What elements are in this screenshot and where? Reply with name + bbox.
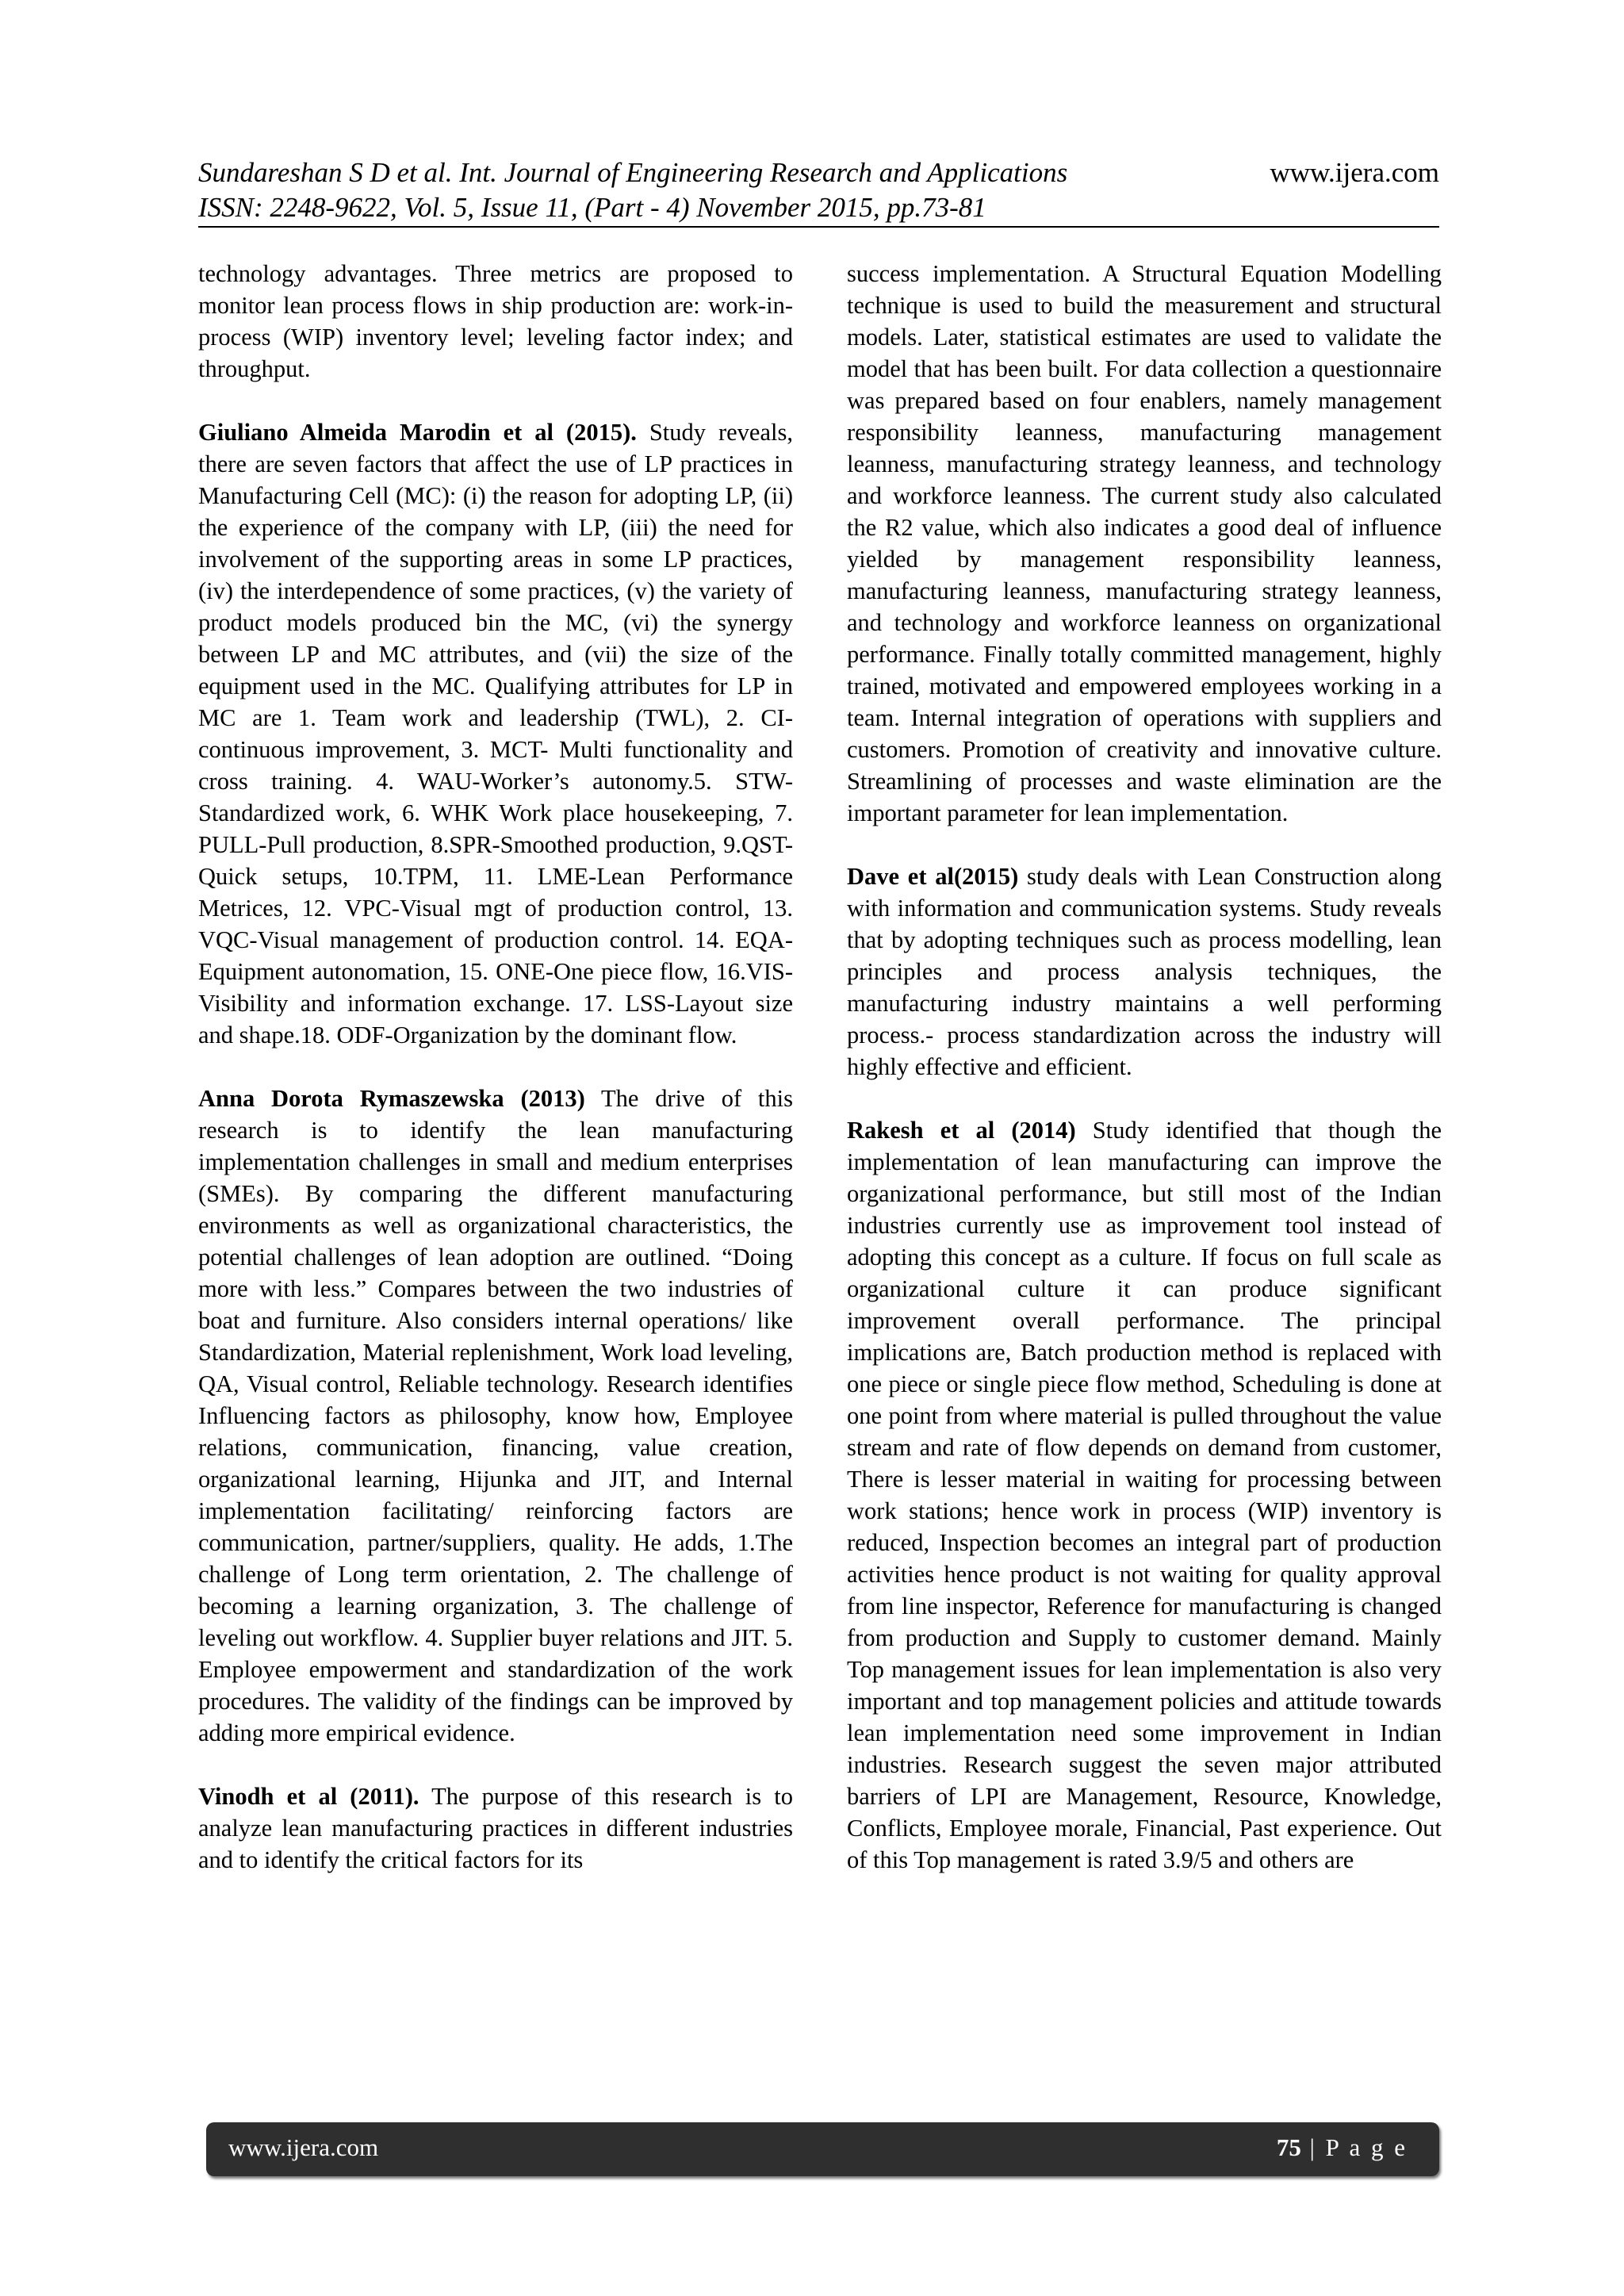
left-column bbox=[198, 258, 793, 1876]
header-website[interactable]: www.ijera.com bbox=[1270, 157, 1439, 188]
author-citation: Vinodh et al (2011). bbox=[198, 1783, 419, 1810]
paragraph: technology advantages. Three metrics are proposed to monitor lean process flows in ship production are: work-in-process (WIP) inventory level; leveling factor index; and throughput. bbox=[198, 260, 793, 382]
paragraph: Giuliano Almeida Marodin et al (2015). Study reveals, there are seven factors that affect the use of LP practices in Manufacturing Cell (MC): (i) the reason for adopting LP, (ii) the experience of the company with LP, (iii) the need for involvement of the supporting areas in some LP practices, (iv) the interdependence of some practices, (v) the variety of product models produced bin the MC, (vi) the synergy between LP and MC attributes, and (vii) the size of the equipment used in the MC. Qualifying attributes for LP in MC are 1. Team work and leadership (TWL), 2. CI-continuous improvement, 3. MCT- Multi functionality and cross training. 4. WAU-Worker’s autonomy.5. STW-Standardized work, 6. WHK Work place housekeeping, 7. PULL-Pull production, 8.SPR-Smoothed production, 9.QST-Quick setups, 10.TPM, 11. LME-Lean Performance Metrices, 12. VPC-Visual mgt of production control, 13. VQC-Visual management of production control. 14. EQA- Equipment autonomation, 15. ONE-One piece flow, 16.VIS-Visibility and information exchange. 17. LSS-Layout size and shape.18. ODF-Organization by the dominant flow. bbox=[198, 419, 793, 1048]
author-citation: Anna Dorota Rymaszewska (2013) bbox=[198, 1085, 585, 1112]
issue-info: ISSN: 2248-9622, Vol. 5, Issue 11, (Part - 4) November 2015, pp.73-81 bbox=[198, 192, 986, 223]
paragraph: Vinodh et al (2011). The purpose of this research is to analyze lean manufacturing practices in different industries and to identify the critical factors for its bbox=[198, 1783, 793, 1873]
paragraph: success implementation. A Structural Equation Modelling technique is used to build the measurement and structural models. Later, statistical estimates are used to validate the model that has been built. For data collection a questionnaire was prepared based on four enablers, namely management responsibility leanness, manufacturing management leanness, manufacturing strategy leanness, and technology and workforce leanness. The current study also calculated the R2 value, which also indicates a good deal of influence yielded by management responsibility leanness, manufacturing leanness, manufacturing strategy leanness, and technology and workforce leanness on organizational performance. Finally totally committed management, highly trained, motivated and empowered employees working in a team. Internal integration of operations with suppliers and customers. Promotion of creativity and innovative culture. Streamlining of processes and waste elimination are the important parameter for lean implementation. bbox=[847, 260, 1442, 826]
header-divider bbox=[198, 226, 1439, 228]
page-footer bbox=[206, 2122, 1439, 2176]
paragraph: Dave et al(2015) study deals with Lean Construction along with information and communication systems. Study reveals that by adopting techniques such as process modelling, lean principles and process analysis techniques, the manufacturing industry maintains a well performing process.- process standardization across the industry will highly effective and efficient. bbox=[847, 863, 1442, 1080]
author-citation: Dave et al(2015) bbox=[847, 863, 1019, 890]
author-citation: Rakesh et al (2014) bbox=[847, 1117, 1076, 1144]
journal-citation: Sundareshan S D et al. Int. Journal of Engineering Research and Applications bbox=[198, 157, 1068, 188]
paragraph: Rakesh et al (2014) Study identified that though the implementation of lean manufacturing can improve the organizational performance, but still most of the Indian industries currently use as improvement tool instead of adopting this concept as a culture. If focus on full scale as organizational culture it can produce significant improvement overall performance. The principal implications are, Batch production method is replaced with one piece or single piece flow method, Scheduling is done at one point from where material is pulled throughout the value stream and rate of flow depends on demand from customer, There is lesser material in waiting for processing between work stations; hence work in process (WIP) inventory is reduced, Inspection becomes an integral part of production activities hence product is not waiting for quality approval from line inspector, Reference for manufacturing is changed from production and Supply to customer demand. Mainly Top management issues for lean implementation is also very important and top management policies and attitude towards lean implementation need some improvement in Indian industries. Research suggest the seven major attributed barriers of LPI are Management, Resource, Knowledge, Conflicts, Employee morale, Financial, Past experience. Out of this Top management is rated 3.9/5 and others are bbox=[847, 1117, 1442, 1873]
author-citation: Giuliano Almeida Marodin et al (2015). bbox=[198, 419, 637, 446]
paragraph: Anna Dorota Rymaszewska (2013) The drive of this research is to identify the lean manufacturing implementation challenges in small and medium enterprises (SMEs). By comparing the different manufacturing environments as well as organizational characteristics, the potential challenges of lean adoption are outlined. “Doing more with less.” Compares between the two industries of boat and furniture. Also considers internal operations/ like Standardization, Material replenishment, Work load leveling, QA, Visual control, Reliable technology. Research identifies Influencing factors as philosophy, know how, Employee relations, communication, financing, value creation, organizational learning, Hijunka and JIT, and Internal implementation facilitating/ reinforcing factors are communication, partner/suppliers, quality. He adds, 1.The challenge of Long term orientation, 2. The challenge of becoming a learning organization, 3. The challenge of leveling out workflow. 4. Supplier buyer relations and JIT. 5. Employee empowerment and standardization of the work procedures. The validity of the findings can be improved by adding more empirical evidence. bbox=[198, 1085, 793, 1746]
running-header bbox=[198, 155, 1439, 225]
right-column bbox=[847, 258, 1442, 1876]
page-number-label: 75 | P a g e bbox=[1276, 2133, 1408, 2161]
page-number: 75 bbox=[1276, 2133, 1301, 2161]
footer-website[interactable]: www.ijera.com bbox=[228, 2133, 379, 2161]
